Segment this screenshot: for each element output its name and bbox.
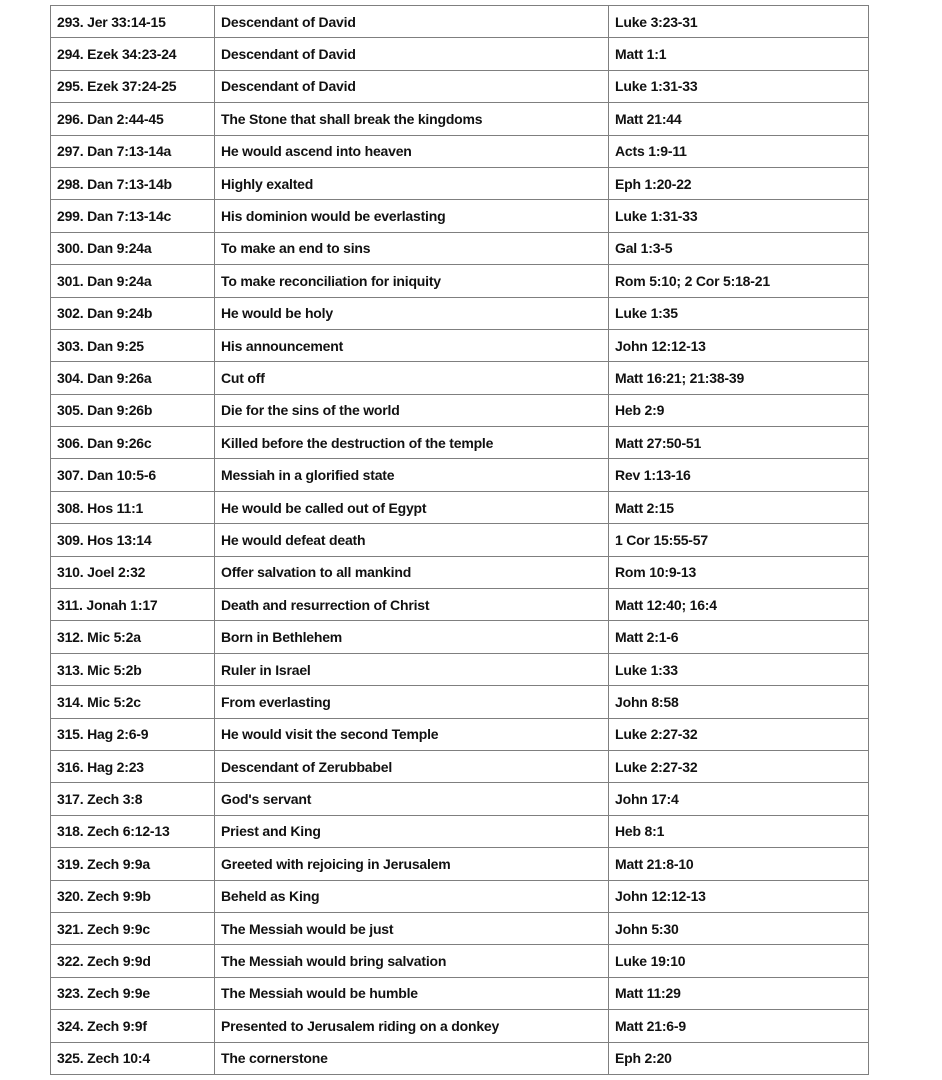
prophecy-reference-cell: 297. Dan 7:13-14a bbox=[51, 135, 215, 167]
description-cell: His dominion would be everlasting bbox=[215, 200, 609, 232]
table-row bbox=[51, 427, 869, 459]
table-row bbox=[51, 1010, 869, 1042]
prophecy-reference-cell: 307. Dan 10:5-6 bbox=[51, 459, 215, 491]
table-row bbox=[51, 135, 869, 167]
description-cell: The Stone that shall break the kingdoms bbox=[215, 103, 609, 135]
description-cell: The Messiah would be humble bbox=[215, 977, 609, 1009]
table-row bbox=[51, 556, 869, 588]
fulfillment-cell: Matt 21:6-9 bbox=[609, 1010, 869, 1042]
table-row bbox=[51, 491, 869, 523]
fulfillment-cell: Matt 21:44 bbox=[609, 103, 869, 135]
fulfillment-cell: Matt 27:50-51 bbox=[609, 427, 869, 459]
fulfillment-cell: Luke 1:31-33 bbox=[609, 200, 869, 232]
description-cell: Killed before the destruction of the temple bbox=[215, 427, 609, 459]
table-row bbox=[51, 653, 869, 685]
prophecy-reference-cell: 323. Zech 9:9e bbox=[51, 977, 215, 1009]
fulfillment-cell: Matt 21:8-10 bbox=[609, 848, 869, 880]
table-row bbox=[51, 232, 869, 264]
description-cell: Descendant of David bbox=[215, 38, 609, 70]
prophecy-reference-cell: 306. Dan 9:26c bbox=[51, 427, 215, 459]
fulfillment-cell: Luke 19:10 bbox=[609, 945, 869, 977]
prophecy-reference-cell: 305. Dan 9:26b bbox=[51, 394, 215, 426]
prophecy-reference-cell: 315. Hag 2:6-9 bbox=[51, 718, 215, 750]
prophecy-reference-cell: 312. Mic 5:2a bbox=[51, 621, 215, 653]
fulfillment-cell: John 12:12-13 bbox=[609, 329, 869, 361]
description-cell: Cut off bbox=[215, 362, 609, 394]
fulfillment-cell: Gal 1:3-5 bbox=[609, 232, 869, 264]
table-row bbox=[51, 103, 869, 135]
prophecy-reference-cell: 316. Hag 2:23 bbox=[51, 750, 215, 782]
fulfillment-cell: John 8:58 bbox=[609, 686, 869, 718]
table-row bbox=[51, 589, 869, 621]
fulfillment-cell: Luke 1:33 bbox=[609, 653, 869, 685]
prophecy-reference-cell: 322. Zech 9:9d bbox=[51, 945, 215, 977]
fulfillment-cell: Rev 1:13-16 bbox=[609, 459, 869, 491]
description-cell: The Messiah would be just bbox=[215, 912, 609, 944]
fulfillment-cell: Luke 2:27-32 bbox=[609, 718, 869, 750]
table-row bbox=[51, 200, 869, 232]
table-row bbox=[51, 394, 869, 426]
prophecy-table bbox=[50, 5, 869, 1075]
fulfillment-cell: Matt 12:40; 16:4 bbox=[609, 589, 869, 621]
table-row bbox=[51, 783, 869, 815]
prophecy-reference-cell: 318. Zech 6:12-13 bbox=[51, 815, 215, 847]
fulfillment-cell: Matt 11:29 bbox=[609, 977, 869, 1009]
prophecy-reference-cell: 321. Zech 9:9c bbox=[51, 912, 215, 944]
fulfillment-cell: Matt 2:15 bbox=[609, 491, 869, 523]
description-cell: Ruler in Israel bbox=[215, 653, 609, 685]
fulfillment-cell: Luke 3:23-31 bbox=[609, 6, 869, 38]
table-row bbox=[51, 265, 869, 297]
prophecy-reference-cell: 313. Mic 5:2b bbox=[51, 653, 215, 685]
prophecy-reference-cell: 302. Dan 9:24b bbox=[51, 297, 215, 329]
description-cell: Beheld as King bbox=[215, 880, 609, 912]
table-row bbox=[51, 686, 869, 718]
prophecy-reference-cell: 309. Hos 13:14 bbox=[51, 524, 215, 556]
fulfillment-cell: Matt 1:1 bbox=[609, 38, 869, 70]
description-cell: Messiah in a glorified state bbox=[215, 459, 609, 491]
description-cell: To make an end to sins bbox=[215, 232, 609, 264]
fulfillment-cell: 1 Cor 15:55-57 bbox=[609, 524, 869, 556]
prophecy-reference-cell: 303. Dan 9:25 bbox=[51, 329, 215, 361]
prophecy-reference-cell: 308. Hos 11:1 bbox=[51, 491, 215, 523]
fulfillment-cell: Rom 5:10; 2 Cor 5:18-21 bbox=[609, 265, 869, 297]
description-cell: He would ascend into heaven bbox=[215, 135, 609, 167]
description-cell: Born in Bethlehem bbox=[215, 621, 609, 653]
table-row bbox=[51, 977, 869, 1009]
prophecy-reference-cell: 324. Zech 9:9f bbox=[51, 1010, 215, 1042]
description-cell: To make reconciliation for iniquity bbox=[215, 265, 609, 297]
table-row bbox=[51, 167, 869, 199]
fulfillment-cell: Acts 1:9-11 bbox=[609, 135, 869, 167]
prophecy-reference-cell: 311. Jonah 1:17 bbox=[51, 589, 215, 621]
prophecy-reference-cell: 314. Mic 5:2c bbox=[51, 686, 215, 718]
prophecy-reference-cell: 310. Joel 2:32 bbox=[51, 556, 215, 588]
description-cell: His announcement bbox=[215, 329, 609, 361]
table-row bbox=[51, 362, 869, 394]
table-row bbox=[51, 524, 869, 556]
description-cell: Death and resurrection of Christ bbox=[215, 589, 609, 621]
prophecy-reference-cell: 296. Dan 2:44-45 bbox=[51, 103, 215, 135]
prophecy-reference-cell: 295. Ezek 37:24-25 bbox=[51, 70, 215, 102]
table-row bbox=[51, 621, 869, 653]
fulfillment-cell: Eph 2:20 bbox=[609, 1042, 869, 1074]
prophecy-reference-cell: 300. Dan 9:24a bbox=[51, 232, 215, 264]
fulfillment-cell: John 12:12-13 bbox=[609, 880, 869, 912]
table-body bbox=[51, 6, 869, 1075]
fulfillment-cell: Matt 2:1-6 bbox=[609, 621, 869, 653]
prophecy-reference-cell: 325. Zech 10:4 bbox=[51, 1042, 215, 1074]
description-cell: The cornerstone bbox=[215, 1042, 609, 1074]
table-row bbox=[51, 718, 869, 750]
fulfillment-cell: Luke 2:27-32 bbox=[609, 750, 869, 782]
description-cell: He would visit the second Temple bbox=[215, 718, 609, 750]
prophecy-reference-cell: 304. Dan 9:26a bbox=[51, 362, 215, 394]
description-cell: From everlasting bbox=[215, 686, 609, 718]
description-cell: Highly exalted bbox=[215, 167, 609, 199]
fulfillment-cell: Eph 1:20-22 bbox=[609, 167, 869, 199]
description-cell: He would defeat death bbox=[215, 524, 609, 556]
table-row bbox=[51, 329, 869, 361]
description-cell: Greeted with rejoicing in Jerusalem bbox=[215, 848, 609, 880]
description-cell: God's servant bbox=[215, 783, 609, 815]
table-row bbox=[51, 880, 869, 912]
table-row bbox=[51, 459, 869, 491]
fulfillment-cell: John 5:30 bbox=[609, 912, 869, 944]
description-cell: Descendant of David bbox=[215, 6, 609, 38]
fulfillment-cell: Luke 1:31-33 bbox=[609, 70, 869, 102]
table-row bbox=[51, 1042, 869, 1074]
table-row bbox=[51, 945, 869, 977]
description-cell: Priest and King bbox=[215, 815, 609, 847]
description-cell: Presented to Jerusalem riding on a donkey bbox=[215, 1010, 609, 1042]
table-row bbox=[51, 750, 869, 782]
description-cell: He would be called out of Egypt bbox=[215, 491, 609, 523]
description-cell: Offer salvation to all mankind bbox=[215, 556, 609, 588]
prophecy-reference-cell: 301. Dan 9:24a bbox=[51, 265, 215, 297]
prophecy-reference-cell: 294. Ezek 34:23-24 bbox=[51, 38, 215, 70]
prophecy-reference-cell: 299. Dan 7:13-14c bbox=[51, 200, 215, 232]
fulfillment-cell: Luke 1:35 bbox=[609, 297, 869, 329]
prophecy-reference-cell: 317. Zech 3:8 bbox=[51, 783, 215, 815]
table-row bbox=[51, 815, 869, 847]
table-row bbox=[51, 848, 869, 880]
fulfillment-cell: Matt 16:21; 21:38-39 bbox=[609, 362, 869, 394]
table-row bbox=[51, 912, 869, 944]
table-row bbox=[51, 297, 869, 329]
table-row bbox=[51, 70, 869, 102]
fulfillment-cell: Heb 8:1 bbox=[609, 815, 869, 847]
description-cell: He would be holy bbox=[215, 297, 609, 329]
fulfillment-cell: Rom 10:9-13 bbox=[609, 556, 869, 588]
fulfillment-cell: Heb 2:9 bbox=[609, 394, 869, 426]
description-cell: Descendant of David bbox=[215, 70, 609, 102]
prophecy-reference-cell: 320. Zech 9:9b bbox=[51, 880, 215, 912]
description-cell: Die for the sins of the world bbox=[215, 394, 609, 426]
table-row bbox=[51, 38, 869, 70]
table-row bbox=[51, 6, 869, 38]
description-cell: The Messiah would bring salvation bbox=[215, 945, 609, 977]
prophecy-reference-cell: 293. Jer 33:14-15 bbox=[51, 6, 215, 38]
description-cell: Descendant of Zerubbabel bbox=[215, 750, 609, 782]
prophecy-reference-cell: 298. Dan 7:13-14b bbox=[51, 167, 215, 199]
prophecy-reference-cell: 319. Zech 9:9a bbox=[51, 848, 215, 880]
fulfillment-cell: John 17:4 bbox=[609, 783, 869, 815]
